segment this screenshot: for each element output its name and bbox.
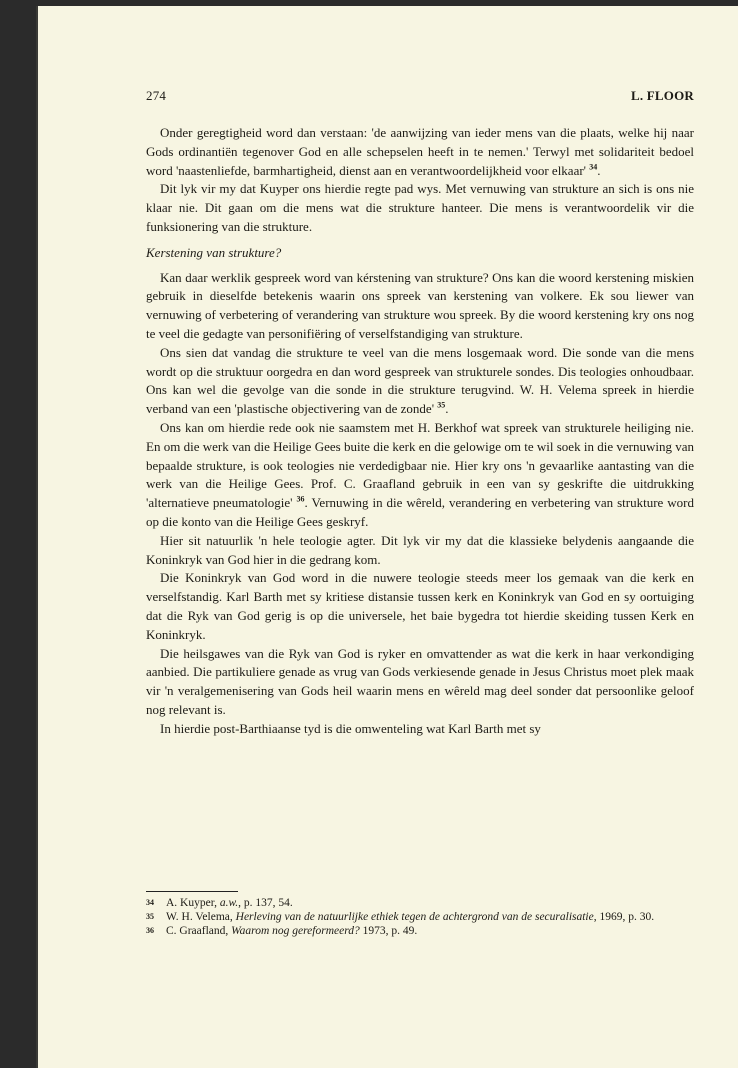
footnote-36: 36 C. Graafland, Waarom nog gereformeerd? 1973, p. 49.	[146, 925, 418, 938]
footnote-ref-35: 35	[437, 400, 446, 410]
running-header-author: L. FLOOR	[631, 88, 694, 103]
paragraph-8: Die heilsgawes van die Ryk van God is ryker en omvattender as wat die kerk in haar verkondiging aanbied. Die partikuliere genade as vrug van Gods verkiesende genade in Jesus Christus moet plek maak vir 'n veralgemenisering van Gods heil waarin mens en wêreld mag deel sonder dat persoonlike geloof nog relevant is.	[146, 645, 694, 717]
paragraph-4: Ons sien dat vandag die strukture te veel van die mens losgemaak word. Die sonde van die mens wordt op die struktuur oorgedra en dan word gespreek van strukturele sondes. Dis teologies onhoudbaar. Ons kan wel die gevolge van die sonde in die strukture terugvind. W. H. Velema spreek in hierdie verband van een 'plastische objectivering van de zonde' $^{35}$.	[146, 344, 694, 417]
footnote-ref-34: 34	[589, 162, 598, 172]
footnote-ref-36: 36	[296, 494, 305, 504]
body-text	[146, 124, 694, 739]
paragraph-7: Die Koninkryk van God word in die nuwere teologie steeds meer los gemaak van die kerk en verselfstandig. Karl Barth met sy kritiese distansie tussen kerk en Koninkryk van God en sy oortuiging dat die Ryk van God gerig is op die universele, het baie bygedra tot hierdie skeiding tussen Kerk en Koninkryk.	[146, 570, 694, 642]
paragraph-6: Hier sit natuurlik 'n hele teologie agter. Dit lyk vir my dat die klassieke belydenis aangaande die Koninkryk van God hier in die gedrang kom.	[146, 532, 694, 567]
footnotes	[146, 896, 694, 939]
page-number: 274	[146, 88, 167, 103]
paragraph-5: Ons kan om hierdie rede ook nie saamstem met H. Berkhof wat spreek van strukturele heiliging nie. En om die werk van die Heilige Gees buite die kerk en die gelowige om te wil soek in die vernuwing van bepaalde strukture, is ook teologies nie verdedigbaar nie. Hier kry ons 'n gevaarlike aantasting van die werk van die Heilige Gees. Prof. C. Graafland gebruik in een van sy geskrifte die uitdrukking 'alternatieve pneumatologie' $^{36}$. Vernuwing in die wêreld, verandering en verbetering van strukture word op die konto van die Heilige Gees geskryf.	[146, 419, 694, 529]
paragraph-2: Dit lyk vir my dat Kuyper ons hierdie regte pad wys. Met vernuwing van strukture an sich is ons nie klaar nie. Dit gaan om die mens wat die strukture hanteer. Die mens is verantwoordelik vir die funksionering van die strukture.	[146, 181, 694, 234]
paragraph-9: In hierdie post-Barthiaanse tyd is die omwenteling wat Karl Barth met sy	[160, 720, 541, 736]
paragraph-3: Kan daar werklik gespreek word van kérstening van strukture? Ons kan die woord kerstening miskien gebruik in dieselfde betekenis waarin ons spreek van kerstening van volkere. Ek sou liewer van vernuwing of verbetering of verandering van strukture wou spreek. By die woord kerstening kry ons nog te veel die gedagte van personifiëring of verselfstandiging van strukture.	[146, 269, 694, 341]
section-heading: Kerstening van strukture?	[146, 244, 282, 260]
document-page	[36, 6, 738, 1068]
footnote-divider	[146, 891, 238, 892]
paragraph-1: Onder geregtigheid word dan verstaan: 'de aanwijzing van ieder mens van die plaats, welke hij naar Gods ordinantiën tegenover God en alle schepselen heeft in te nemen.' Terwyl met solidariteit bedoel word 'naastenliefde, barmhartigheid, dienst aan en verantwoordelijkheid voor elkaar' $^{34}$.	[146, 125, 694, 178]
footnote-35: 35 W. H. Velema, Herleving van de natuurlijke ethiek tegen de achtergrond van de securalisatie, 1969, p. 30.	[146, 911, 655, 924]
footnote-34: 34 A. Kuyper, a.w., p. 137, 54.	[146, 897, 293, 909]
